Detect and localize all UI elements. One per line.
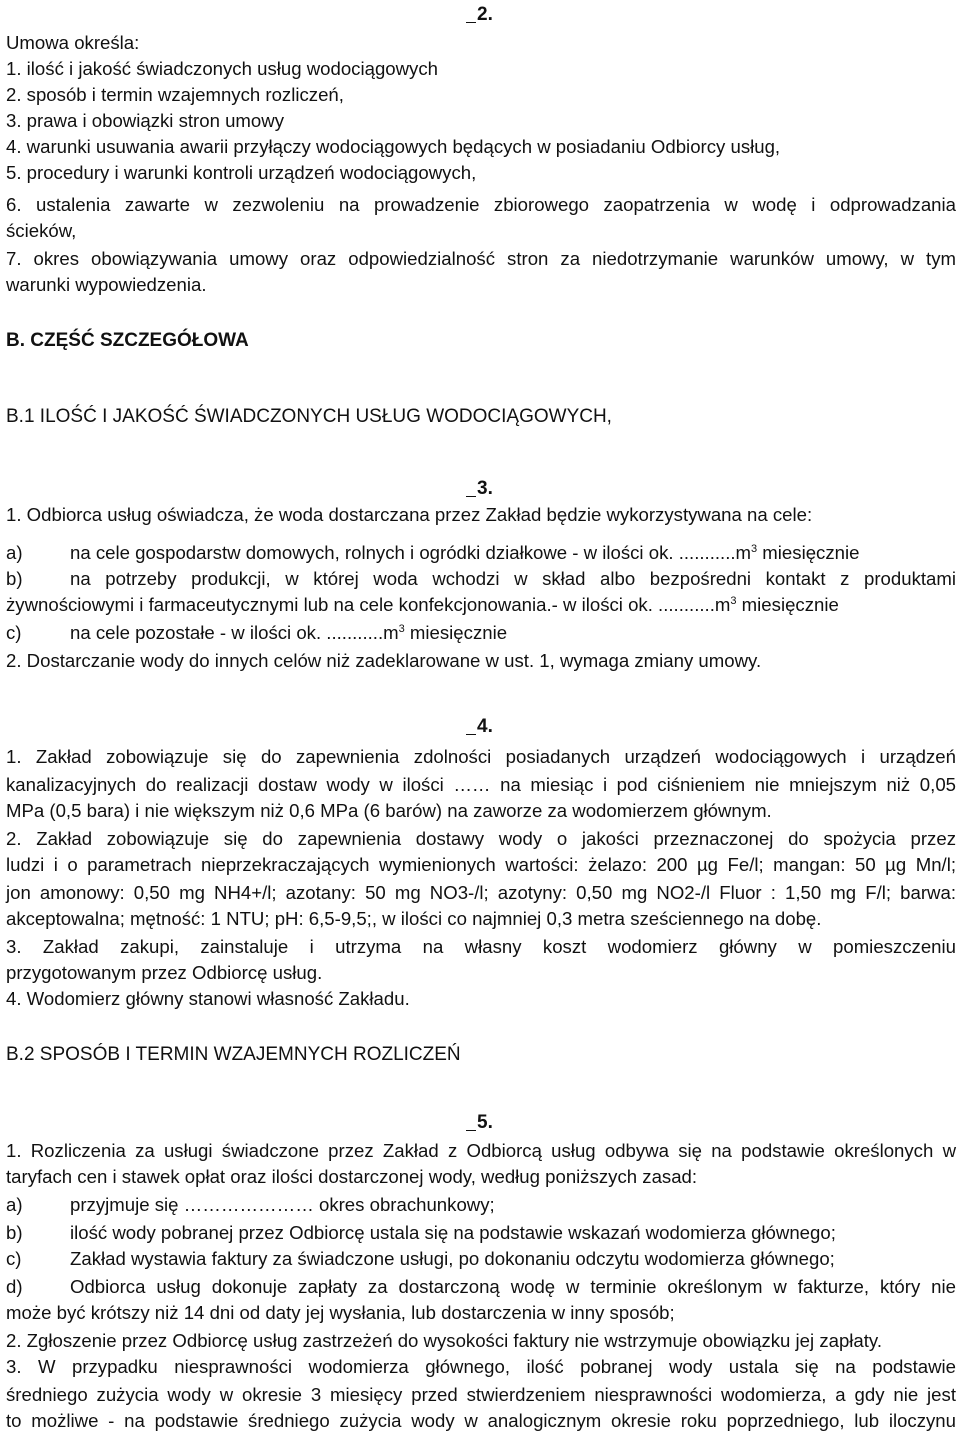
item-key: b) — [6, 568, 23, 589]
intro-item-2: 2. sposób i termin wzajemnych rozliczeń, — [6, 84, 344, 105]
b1-item-b — [6, 566, 956, 592]
item-text: przyjmuje się ………………… okres obrachunkowy; — [70, 1194, 495, 1215]
s5-rest-3: 3. W przypadku niesprawności wodomierza głównego, ilość pobranej wody ustala się na podstawie — [6, 1356, 956, 1377]
s5-line-1: 1. Rozliczenia za usługi świadczone przez Zakład z Odbiorcą usług odbywa się na podstawie określonych w — [6, 1140, 956, 1161]
unit-suffix: miesięcznie — [404, 622, 508, 643]
item-key: b) — [6, 1222, 23, 1243]
s4-line-3: MPa (0,5 bara) i nie większym niż 0,6 MPa (6 barów) na zaworze za wodomierzem głównym. — [6, 800, 772, 821]
intro-item-3: 3. prawa i obowiązki stron umowy — [6, 110, 284, 131]
item-text-cont: żywnościowymi i farmaceutycznymi lub na cele konfekcjonowania.- w ilości ok. ...........m — [6, 594, 731, 615]
s4-line-8: 3. Zakład zakupi, zainstaluje i utrzyma na własny koszt wodomierz główny w pomieszczeniu — [6, 936, 956, 957]
b1-heading: B.1 ILOŚĆ I JAKOŚĆ ŚWIADCZONYCH USŁUG WODOCIĄGOWYCH, — [6, 406, 612, 427]
b1-point-1: 1. Odbiorca usług oświadcza, że woda dostarczana przez Zakład będzie wykorzystywana na cele: — [6, 504, 813, 525]
s4-line-1: 1. Zakład zobowiązuje się do zapewnienia zdolności posiadanych urządzeń wodociągowych i urządzeń — [6, 746, 956, 767]
intro-title: Umowa określa: — [6, 32, 140, 53]
s5-item-c — [6, 1246, 835, 1272]
s4-line-9: przygotowanym przez Odbiorcę usług. — [6, 962, 323, 983]
intro-item-7-cont: warunki wypowiedzenia. — [6, 274, 207, 295]
intro-item-6-cont: ścieków, — [6, 220, 77, 241]
intro-item-1: 1. ilość i jakość świadczonych usług wodociągowych — [6, 58, 438, 79]
item-text: Zakład wystawia faktury za świadczone usługi, po dokonaniu odczytu wodomierza głównego; — [70, 1248, 835, 1269]
item-text: na cele gospodarstw domowych, rolnych i ogródki działkowe - w ilości ok. ...........m — [70, 542, 752, 563]
unit-exponent: 3 — [751, 543, 758, 555]
s4-line-2: kanalizacyjnych do realizacji dostaw wody w ilości …… na miesiąc i pod ciśnieniem nie mniejszym niż 0,05 — [6, 774, 956, 795]
s5-item-d — [6, 1274, 956, 1300]
item-key: d) — [6, 1276, 23, 1297]
unit-suffix: miesięcznie — [736, 594, 839, 615]
item-text: na potrzeby produkcji, w której woda wchodzi w skład albo bezpośredni kontakt z produktami — [70, 568, 956, 589]
item-key: c) — [6, 622, 22, 643]
item-text: Odbiorca usług dokonuje zapłaty za dostarczoną wodę w terminie określonym w fakturze, który nie — [70, 1276, 956, 1297]
item-key: a) — [6, 1194, 23, 1215]
section-number-5: 5. — [466, 1110, 493, 1136]
s5-line-2: taryfach cen i stawek opłat oraz ilości dostarczonej wody, według poniższych zasad: — [6, 1166, 698, 1187]
unit-suffix: miesięcznie — [757, 542, 860, 563]
unit-exponent: 3 — [730, 595, 737, 607]
b1-item-c — [6, 620, 507, 646]
item-key: c) — [6, 1248, 22, 1269]
b1-point-2: 2. Dostarczanie wody do innych celów niż zadeklarowane w ust. 1, wymaga zmiany umowy. — [6, 650, 762, 671]
s4-line-5: ludzi i o parametrach nieprzekraczających wymienionych wartości: żelazo: 200 µg Fe/l; mangan: 50 µg Mn/l; — [6, 854, 956, 875]
s4-line-10: 4. Wodomierz główny stanowi własność Zakładu. — [6, 988, 410, 1009]
section-number-3: 3. — [466, 476, 493, 502]
b1-item-a — [6, 540, 859, 566]
s5-item-b — [6, 1220, 836, 1246]
item-key: a) — [6, 542, 23, 563]
unit-exponent: 3 — [398, 623, 405, 635]
item-text: ilość wody pobranej przez Odbiorcę ustala się na podstawie wskazań wodomierza głównego; — [70, 1222, 836, 1243]
s5-rest-2: 2. Zgłoszenie przez Odbiorcę usług zastrzeżeń do wysokości faktury nie wstrzymuje obowiązku jej zapłaty. — [6, 1330, 883, 1351]
intro-item-6: 6. ustalenia zawarte w zezwoleniu na prowadzenie zbiorowego zaopatrzenia w wodę i odprowadzania — [6, 194, 956, 215]
item-text: na cele pozostałe - w ilości ok. ...........m — [70, 622, 399, 643]
intro-item-7: 7. okres obowiązywania umowy oraz odpowiedzialność stron za niedotrzymanie warunków umowy, w tym — [6, 248, 956, 269]
intro-item-5: 5. procedury i warunki kontroli urządzeń wodociągowych, — [6, 162, 477, 183]
s5-rest-5: to możliwe - na podstawie średniego zużycia wody w analogicznym okresie roku poprzedniego, lub iloczynu — [6, 1410, 956, 1431]
section-number-4: 4. — [466, 714, 493, 740]
s5-item-a — [6, 1192, 495, 1218]
part-b-heading: B. CZĘŚĆ SZCZEGÓŁOWA — [6, 330, 249, 351]
s4-line-4: 2. Zakład zobowiązuje się do zapewnienia dostawy wody o jakości przeznaczonej do spożycia przez — [6, 828, 956, 849]
s4-line-6: jon amonowy: 0,50 mg NH4+/l; azotany: 50 mg NO3-/l; azotyny: 0,50 mg NO2-/l Fluor : 1,50 mg F/l; barwa: — [6, 882, 956, 903]
b2-heading: B.2 SPOSÓB I TERMIN WZAJEMNYCH ROZLICZEŃ — [6, 1044, 461, 1065]
section-number-2: 2. — [466, 2, 493, 28]
s5-rest-1: może być krótszy niż 14 dni od daty jej wysłania, lub dostarczenia w inny sposób; — [6, 1302, 675, 1323]
intro-item-4: 4. warunki usuwania awarii przyłączy wodociągowych będących w posiadaniu Odbiorcy usług, — [6, 136, 781, 157]
s5-rest-4: średniego zużycia wody w okresie 3 miesięcy przed stwierdzeniem niesprawności wodomierza, a gdy nie jest — [6, 1384, 956, 1405]
b1-item-b-cont — [6, 592, 839, 618]
s4-line-7: akceptowalna; mętność: 1 NTU; pH: 6,5-9,5;, w ilości co najmniej 0,3 metra sześciennego na dobę. — [6, 908, 822, 929]
